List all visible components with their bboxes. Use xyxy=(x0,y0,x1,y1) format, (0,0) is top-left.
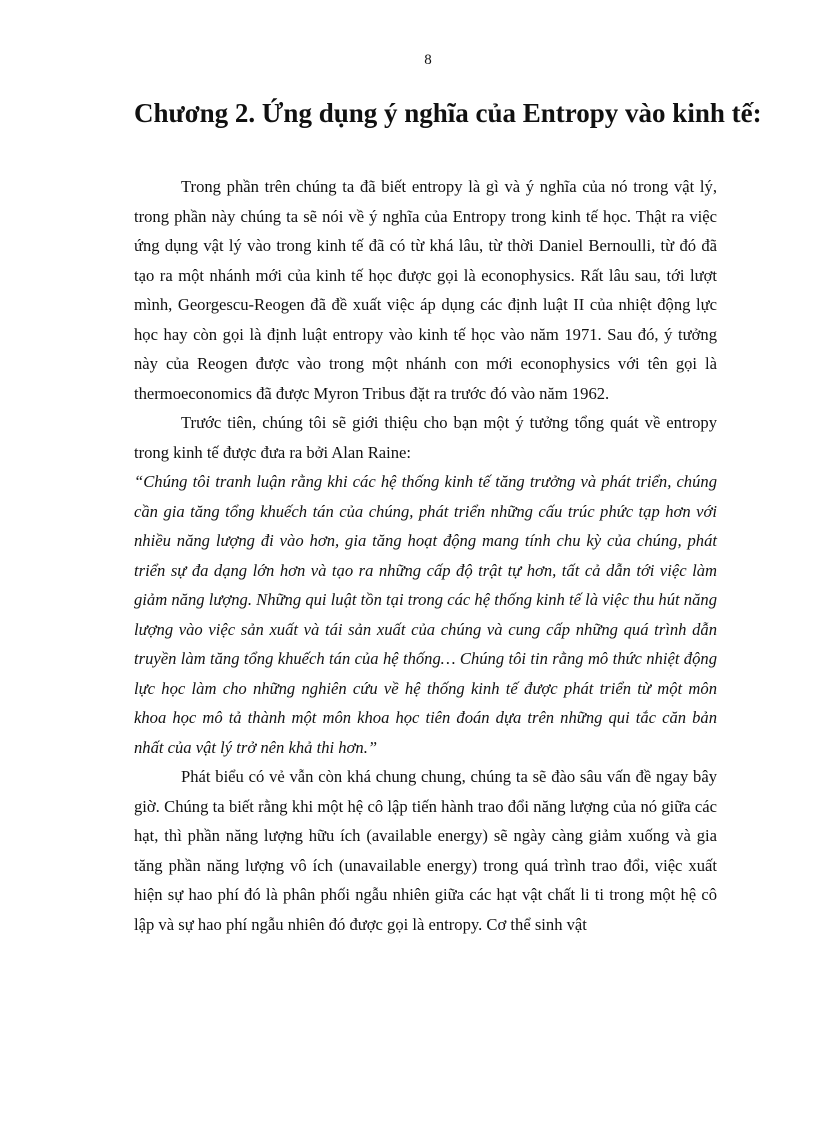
paragraph-alan-raine-intro: Trước tiên, chúng tôi sẽ giới thiệu cho bạn một ý tưởng tổng quát về entropy trong kinh tế được đưa ra bởi Alan Raine: xyxy=(134,413,717,462)
paragraph-intro: Trong phần trên chúng ta đã biết entropy là gì và ý nghĩa của nó trong vật lý, trong phần này chúng ta sẽ nói về ý nghĩa của Entropy trong kinh tế học. Thật ra việc ứng dụng vật lý vào trong kinh tế đã có từ khá lâu, từ thời Daniel Bernoulli, từ đó đã tạo ra một nhánh mới của kinh tế học được gọi là econophysics. Rất lâu sau, tới lượt mình, Georgescu-Reogen đã đề xuất việc áp dụng các định luật II của nhiệt động lực học hay còn gọi là định luật entropy vào kinh tế học vào năm 1971. Sau đó, ý tưởng này của Reogen được vào trong một nhánh con mới econophysics với tên gọi là thermoeconomics đã được Myron Tribus đặt ra trước đó vào năm 1962. xyxy=(134,177,717,403)
chapter-title: Chương 2. Ứng dụng ý nghĩa của Entropy vào kinh tế: xyxy=(134,98,762,128)
quote-alan-raine: “Chúng tôi tranh luận rằng khi các hệ thống kinh tế tăng trưởng và phát triển, chúng cần gia tăng tổng khuếch tán của chúng, phát triển những cấu trúc phức tạp hơn với nhiều năng lượng đi vào hơn, gia tăng hoạt động mang tính chu kỳ của chúng, phát triển sự đa dạng lớn hơn và tạo ra những cấp độ trật tự hơn, tất cả dẫn tới việc làm giảm năng lượng. Những qui luật tồn tại trong các hệ thống kinh tế là việc thu hút năng lượng vào việc sản xuất và tái sản xuất của chúng và cung cấp những quá trình dẫn truyền làm tăng tổng khuếch tán của hệ thống… Chúng tôi tin rằng mô thức nhiệt động lực học làm cho những nghiên cứu về hệ thống kinh tế được phát triển từ một môn khoa học mô tả thành một môn khoa học tiên đoán dựa trên những qui tắc căn bản nhất của vật lý trở nên khả thi hơn.” xyxy=(134,472,717,757)
paragraph-entropy-explanation: Phát biểu có vẻ vẫn còn khá chung chung, chúng ta sẽ đào sâu vấn đề ngay bây giờ. Chúng ta biết rằng khi một hệ cô lập tiến hành trao đổi năng lượng của nó giữa các hạt, thì phần năng lượng hữu ích (available energy) sẽ ngày càng giảm xuống và gia tăng phần năng lượng vô ích (unavailable energy) trong quá trình trao đổi, việc xuất hiện sự hao phí đó là phân phối ngẫu nhiên giữa các hạt vật chất li ti trong một hệ cô lập và sự hao phí ngẫu nhiên đó được gọi là entropy. Cơ thể sinh vật xyxy=(134,767,717,934)
page-number: 8 xyxy=(424,52,432,68)
document-body xyxy=(134,172,717,939)
